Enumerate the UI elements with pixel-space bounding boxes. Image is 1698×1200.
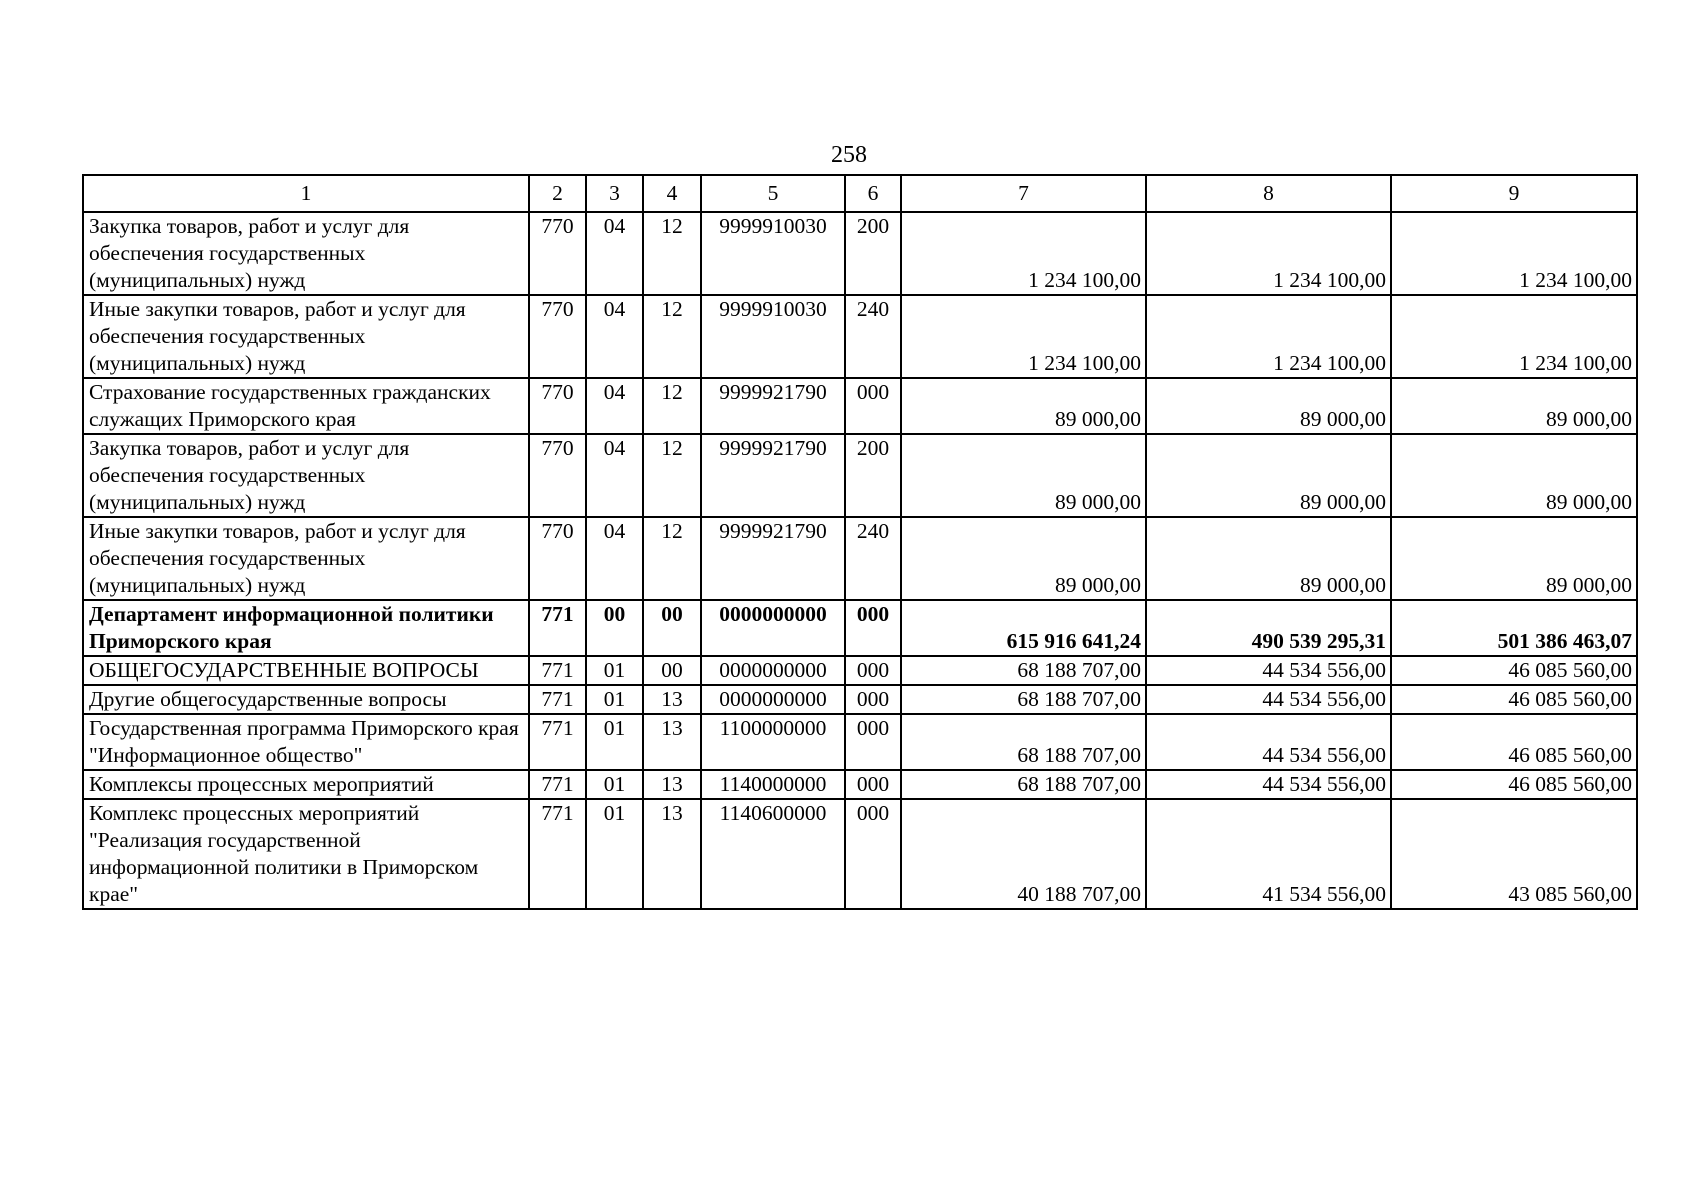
expense-type-cell: 000 bbox=[845, 600, 901, 656]
table-row bbox=[83, 517, 1637, 600]
row-name-cell: Иные закупки товаров, работ и услуг для обеспечения государственных (муниципальных) нужд bbox=[83, 517, 529, 600]
chapter-code-cell: 770 bbox=[529, 212, 586, 295]
table-row bbox=[83, 770, 1637, 799]
amount-col8-cell: 44 534 556,00 bbox=[1146, 685, 1391, 714]
row-name-cell: Иные закупки товаров, работ и услуг для обеспечения государственных (муниципальных) нужд bbox=[83, 295, 529, 378]
expense-type-cell: 240 bbox=[845, 295, 901, 378]
row-name-cell: Страхование государственных гражданских служащих Приморского края bbox=[83, 378, 529, 434]
table-row bbox=[83, 434, 1637, 517]
amount-col8-cell: 1 234 100,00 bbox=[1146, 212, 1391, 295]
row-name-cell: Другие общегосударственные вопросы bbox=[83, 685, 529, 714]
amount-col8-cell: 89 000,00 bbox=[1146, 434, 1391, 517]
row-name-cell: Департамент информационной политики Приморского края bbox=[83, 600, 529, 656]
section-code-cell: 01 bbox=[586, 770, 643, 799]
subsection-code-cell: 12 bbox=[643, 295, 701, 378]
amount-col9-cell: 1 234 100,00 bbox=[1391, 295, 1637, 378]
subsection-code-cell: 12 bbox=[643, 378, 701, 434]
column-header: 2 bbox=[529, 175, 586, 212]
chapter-code-cell: 770 bbox=[529, 434, 586, 517]
target-article-cell: 9999921790 bbox=[701, 517, 845, 600]
chapter-code-cell: 770 bbox=[529, 295, 586, 378]
table-row bbox=[83, 295, 1637, 378]
amount-col9-cell: 46 085 560,00 bbox=[1391, 656, 1637, 685]
chapter-code-cell: 770 bbox=[529, 517, 586, 600]
amount-col9-cell: 46 085 560,00 bbox=[1391, 685, 1637, 714]
section-code-cell: 04 bbox=[586, 295, 643, 378]
target-article-cell: 0000000000 bbox=[701, 600, 845, 656]
row-name-cell: Закупка товаров, работ и услуг для обеспечения государственных (муниципальных) нужд bbox=[83, 212, 529, 295]
target-article-cell: 0000000000 bbox=[701, 685, 845, 714]
expense-type-cell: 200 bbox=[845, 212, 901, 295]
row-name-cell: Комплекс процессных мероприятий "Реализация государственной информационной политики в Приморском крае" bbox=[83, 799, 529, 909]
amount-col7-cell: 89 000,00 bbox=[901, 434, 1146, 517]
target-article-cell: 0000000000 bbox=[701, 656, 845, 685]
amount-col8-cell: 89 000,00 bbox=[1146, 378, 1391, 434]
column-header: 7 bbox=[901, 175, 1146, 212]
column-header: 9 bbox=[1391, 175, 1637, 212]
chapter-code-cell: 771 bbox=[529, 770, 586, 799]
header-row bbox=[83, 175, 1637, 212]
subsection-code-cell: 13 bbox=[643, 770, 701, 799]
chapter-code-cell: 770 bbox=[529, 378, 586, 434]
column-header: 4 bbox=[643, 175, 701, 212]
expense-type-cell: 200 bbox=[845, 434, 901, 517]
section-code-cell: 04 bbox=[586, 378, 643, 434]
amount-col8-cell: 1 234 100,00 bbox=[1146, 295, 1391, 378]
row-name-cell: Государственная программа Приморского края "Информационное общество" bbox=[83, 714, 529, 770]
amount-col7-cell: 68 188 707,00 bbox=[901, 685, 1146, 714]
chapter-code-cell: 771 bbox=[529, 685, 586, 714]
table-row bbox=[83, 600, 1637, 656]
expense-type-cell: 000 bbox=[845, 799, 901, 909]
amount-col8-cell: 44 534 556,00 bbox=[1146, 714, 1391, 770]
section-code-cell: 01 bbox=[586, 799, 643, 909]
subsection-code-cell: 00 bbox=[643, 656, 701, 685]
column-header: 3 bbox=[586, 175, 643, 212]
table-row bbox=[83, 799, 1637, 909]
expense-type-cell: 240 bbox=[845, 517, 901, 600]
expense-type-cell: 000 bbox=[845, 770, 901, 799]
target-article-cell: 1100000000 bbox=[701, 714, 845, 770]
subsection-code-cell: 12 bbox=[643, 212, 701, 295]
amount-col8-cell: 44 534 556,00 bbox=[1146, 656, 1391, 685]
amount-col7-cell: 68 188 707,00 bbox=[901, 770, 1146, 799]
amount-col8-cell: 89 000,00 bbox=[1146, 517, 1391, 600]
expense-type-cell: 000 bbox=[845, 685, 901, 714]
section-code-cell: 01 bbox=[586, 685, 643, 714]
column-header: 5 bbox=[701, 175, 845, 212]
chapter-code-cell: 771 bbox=[529, 714, 586, 770]
section-code-cell: 00 bbox=[586, 600, 643, 656]
expense-type-cell: 000 bbox=[845, 714, 901, 770]
chapter-code-cell: 771 bbox=[529, 656, 586, 685]
target-article-cell: 9999921790 bbox=[701, 378, 845, 434]
amount-col9-cell: 89 000,00 bbox=[1391, 517, 1637, 600]
expense-type-cell: 000 bbox=[845, 656, 901, 685]
table-row bbox=[83, 378, 1637, 434]
column-header: 1 bbox=[83, 175, 529, 212]
amount-col8-cell: 490 539 295,31 bbox=[1146, 600, 1391, 656]
subsection-code-cell: 12 bbox=[643, 434, 701, 517]
target-article-cell: 9999910030 bbox=[701, 295, 845, 378]
amount-col7-cell: 89 000,00 bbox=[901, 517, 1146, 600]
amount-col9-cell: 43 085 560,00 bbox=[1391, 799, 1637, 909]
target-article-cell: 9999921790 bbox=[701, 434, 845, 517]
table-row bbox=[83, 656, 1637, 685]
subsection-code-cell: 13 bbox=[643, 685, 701, 714]
amount-col9-cell: 46 085 560,00 bbox=[1391, 770, 1637, 799]
target-article-cell: 1140000000 bbox=[701, 770, 845, 799]
amount-col7-cell: 89 000,00 bbox=[901, 378, 1146, 434]
page-number: 258 bbox=[831, 142, 867, 168]
row-name-cell: Закупка товаров, работ и услуг для обеспечения государственных (муниципальных) нужд bbox=[83, 434, 529, 517]
table-row bbox=[83, 212, 1637, 295]
amount-col7-cell: 68 188 707,00 bbox=[901, 656, 1146, 685]
amount-col7-cell: 1 234 100,00 bbox=[901, 295, 1146, 378]
table-row bbox=[83, 685, 1637, 714]
amount-col7-cell: 1 234 100,00 bbox=[901, 212, 1146, 295]
row-name-cell: Комплексы процессных мероприятий bbox=[83, 770, 529, 799]
section-code-cell: 04 bbox=[586, 517, 643, 600]
section-code-cell: 01 bbox=[586, 656, 643, 685]
subsection-code-cell: 13 bbox=[643, 799, 701, 909]
subsection-code-cell: 12 bbox=[643, 517, 701, 600]
amount-col7-cell: 615 916 641,24 bbox=[901, 600, 1146, 656]
target-article-cell: 1140600000 bbox=[701, 799, 845, 909]
subsection-code-cell: 00 bbox=[643, 600, 701, 656]
section-code-cell: 01 bbox=[586, 714, 643, 770]
amount-col9-cell: 46 085 560,00 bbox=[1391, 714, 1637, 770]
column-header: 8 bbox=[1146, 175, 1391, 212]
budget-table bbox=[82, 174, 1638, 910]
subsection-code-cell: 13 bbox=[643, 714, 701, 770]
table-row bbox=[83, 714, 1637, 770]
chapter-code-cell: 771 bbox=[529, 600, 586, 656]
target-article-cell: 9999910030 bbox=[701, 212, 845, 295]
chapter-code-cell: 771 bbox=[529, 799, 586, 909]
amount-col9-cell: 89 000,00 bbox=[1391, 378, 1637, 434]
section-code-cell: 04 bbox=[586, 434, 643, 517]
amount-col8-cell: 44 534 556,00 bbox=[1146, 770, 1391, 799]
amount-col9-cell: 89 000,00 bbox=[1391, 434, 1637, 517]
amount-col9-cell: 501 386 463,07 bbox=[1391, 600, 1637, 656]
expense-type-cell: 000 bbox=[845, 378, 901, 434]
amount-col7-cell: 68 188 707,00 bbox=[901, 714, 1146, 770]
amount-col9-cell: 1 234 100,00 bbox=[1391, 212, 1637, 295]
row-name-cell: ОБЩЕГОСУДАРСТВЕННЫЕ ВОПРОСЫ bbox=[83, 656, 529, 685]
amount-col7-cell: 40 188 707,00 bbox=[901, 799, 1146, 909]
column-header: 6 bbox=[845, 175, 901, 212]
section-code-cell: 04 bbox=[586, 212, 643, 295]
amount-col8-cell: 41 534 556,00 bbox=[1146, 799, 1391, 909]
